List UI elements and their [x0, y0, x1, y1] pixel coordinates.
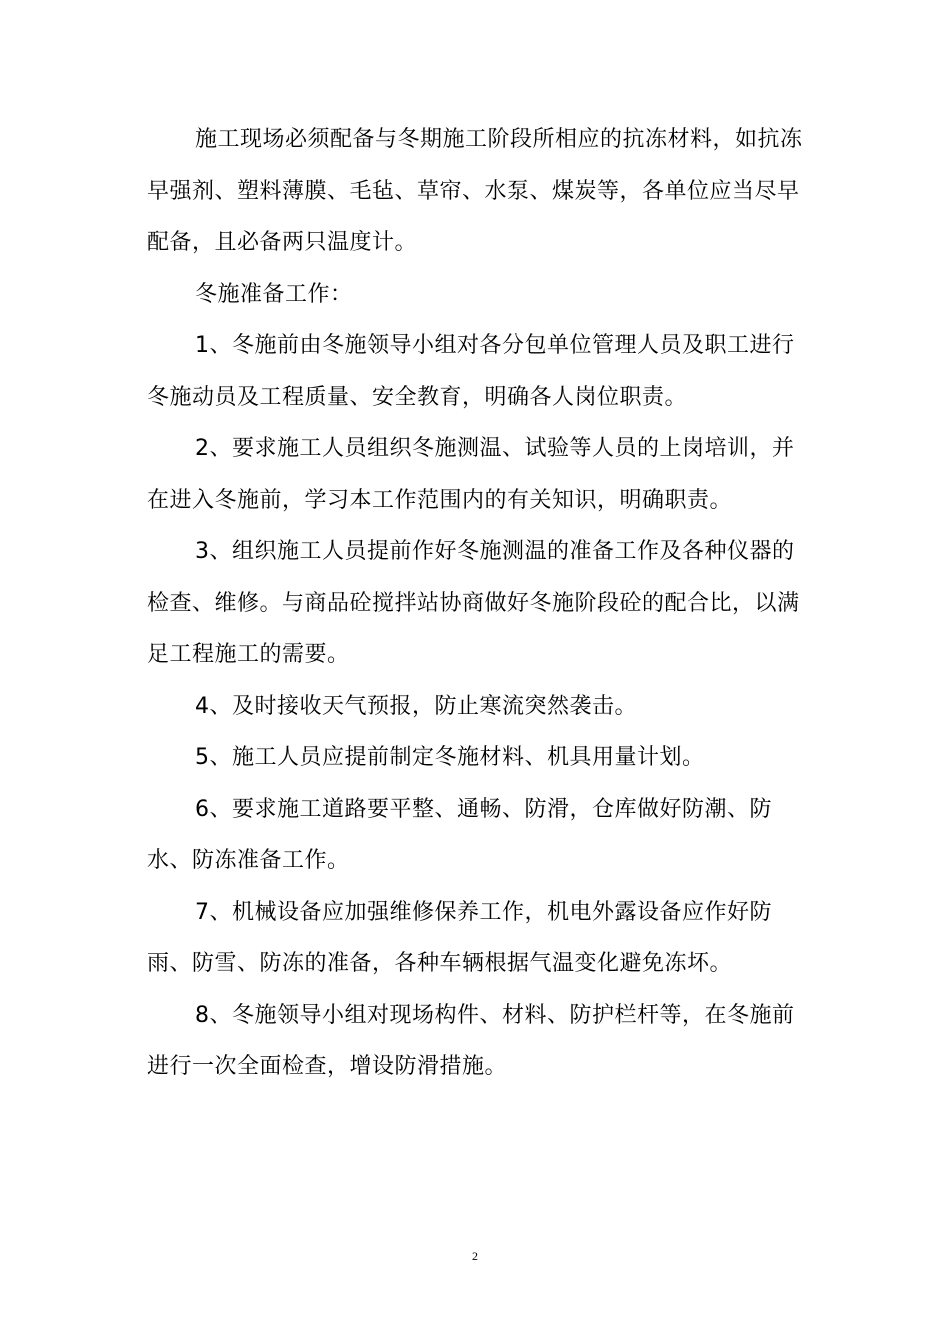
paragraph-item-6: 6、要求施工道路要平整、通畅、防滑，仓库做好防潮、防水、防冻准备工作。: [147, 796, 772, 873]
document-body: [147, 114, 812, 1093]
page-number: 2: [472, 1249, 478, 1263]
paragraph-item-2: 2、要求施工人员组织冬施测温、试验等人员的上岗培训，并在进入冬施前，学习本工作范围内的有关知识，明确职责。: [147, 436, 795, 513]
paragraph-item-8: 8、冬施领导小组对现场构件、材料、防护栏杆等，在冬施前进行一次全面检查，增设防滑措施。: [147, 1002, 795, 1079]
paragraph-item-7: 7、机械设备应加强维修保养工作，机电外露设备应作好防雨、防雪、防冻的准备，各种车辆根据气温变化避免冻坏。: [147, 899, 772, 976]
paragraph-materials: 施工现场必须配备与冬期施工阶段所相应的抗冻材料，如抗冻早强剂、塑料薄膜、毛毡、草帘、水泵、煤炭等，各单位应当尽早配备，且必备两只温度计。: [147, 127, 803, 255]
paragraph-heading-preparation: 冬施准备工作：: [195, 281, 353, 307]
paragraph-item-5: 5、施工人员应提前制定冬施材料、机具用量计划。: [195, 745, 705, 770]
paragraph-item-4: 4、及时接收天气预报，防止寒流突然袭击。: [195, 693, 637, 719]
paragraph-item-1: 1、冬施前由冬施领导小组对各分包单位管理人员及职工进行冬施动员及工程质量、安全教育，明确各人岗位职责。: [147, 333, 795, 410]
paragraph-item-3: 3、组织施工人员提前作好冬施测温的准备工作及各种仪器的检查、维修。与商品砼搅拌站协商做好冬施阶段砼的配合比，以满足工程施工的需要。: [147, 539, 800, 667]
